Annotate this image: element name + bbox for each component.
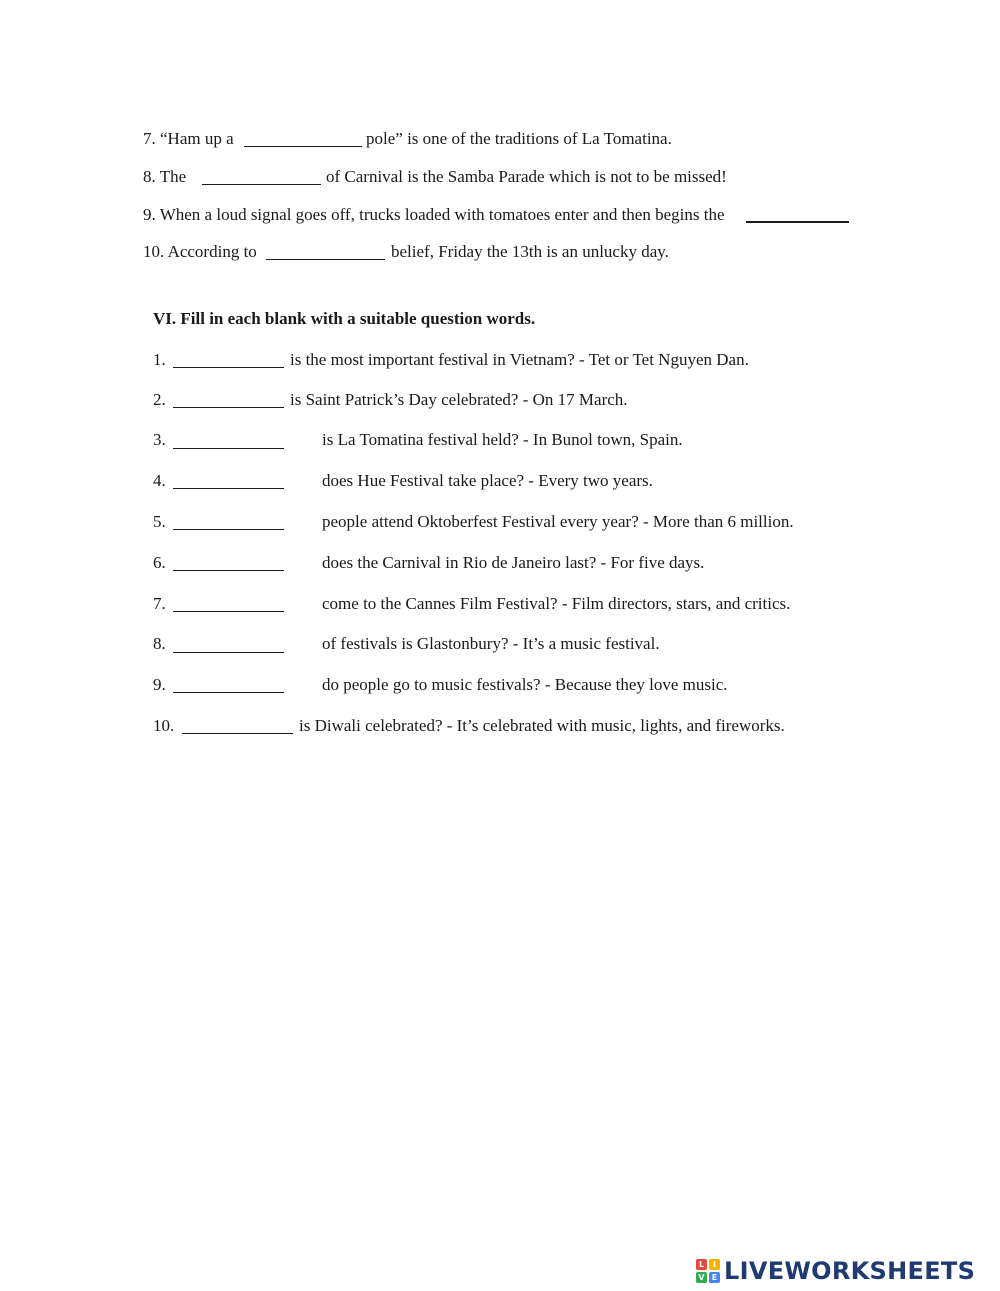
logo-mark-letter: V xyxy=(696,1272,707,1283)
item-text: does Hue Festival take place? - Every two years. xyxy=(322,471,653,490)
section-vi-heading: VI. Fill in each blank with a suitable question words. xyxy=(153,309,536,328)
answer-blank-vi10[interactable] xyxy=(182,733,293,734)
question-10-suffix: belief, Friday the 13th is an unlucky day. xyxy=(391,242,669,261)
logo-text: LIVEWORKSHEETS xyxy=(724,1257,976,1285)
item-number: 8. xyxy=(153,634,166,653)
answer-blank-vi5[interactable] xyxy=(173,529,284,530)
item-number: 4. xyxy=(153,471,166,490)
logo-mark-letter: I xyxy=(709,1259,720,1270)
item-text: of festivals is Glastonbury? - It’s a music festival. xyxy=(322,634,660,653)
answer-blank-vi1[interactable] xyxy=(173,367,284,368)
question-10-prefix: 10. According to xyxy=(143,242,257,261)
answer-blank-vi3[interactable] xyxy=(173,448,284,449)
question-7-suffix: pole” is one of the traditions of La Tomatina. xyxy=(366,129,672,148)
item-number: 3. xyxy=(153,430,166,449)
question-7-prefix: 7. “Ham up a xyxy=(143,129,234,148)
item-text: does the Carnival in Rio de Janeiro last? - For five days. xyxy=(322,553,705,572)
answer-blank-v9[interactable] xyxy=(746,221,849,223)
item-text: is Diwali celebrated? - It’s celebrated with music, lights, and fireworks. xyxy=(299,716,785,735)
answer-blank-v8[interactable] xyxy=(202,184,321,185)
logo-mark-letter: L xyxy=(696,1259,707,1270)
answer-blank-vi4[interactable] xyxy=(173,488,284,489)
answer-blank-vi8[interactable] xyxy=(173,652,284,653)
answer-blank-vi6[interactable] xyxy=(173,570,284,571)
item-number: 5. xyxy=(153,512,166,531)
item-number: 9. xyxy=(153,675,166,694)
liveworksheets-logo xyxy=(696,1256,975,1286)
item-number: 7. xyxy=(153,594,166,613)
item-text: is La Tomatina festival held? - In Bunol town, Spain. xyxy=(322,430,683,449)
answer-blank-v10[interactable] xyxy=(266,259,385,260)
item-number: 2. xyxy=(153,390,166,409)
question-8-prefix: 8. The xyxy=(143,167,187,186)
item-number: 1. xyxy=(153,350,166,369)
logo-mark-letter: E xyxy=(709,1272,720,1283)
answer-blank-vi2[interactable] xyxy=(173,407,284,408)
item-text: do people go to music festivals? - Because they love music. xyxy=(322,675,728,694)
answer-blank-vi9[interactable] xyxy=(173,692,284,693)
answer-blank-vi7[interactable] xyxy=(173,611,284,612)
answer-blank-v7[interactable] xyxy=(244,146,362,147)
item-text: people attend Oktoberfest Festival every year? - More than 6 million. xyxy=(322,512,794,531)
item-number: 6. xyxy=(153,553,166,572)
item-text: come to the Cannes Film Festival? - Film directors, stars, and critics. xyxy=(322,594,791,613)
logo-mark-icon xyxy=(696,1259,720,1283)
item-text: is Saint Patrick’s Day celebrated? - On 17 March. xyxy=(290,390,628,409)
question-9-prefix: 9. When a loud signal goes off, trucks loaded with tomatoes enter and then begins the xyxy=(143,205,725,224)
item-text: is the most important festival in Vietnam? - Tet or Tet Nguyen Dan. xyxy=(290,350,749,369)
item-number: 10. xyxy=(153,716,175,735)
question-8-suffix: of Carnival is the Samba Parade which is not to be missed! xyxy=(326,167,727,186)
